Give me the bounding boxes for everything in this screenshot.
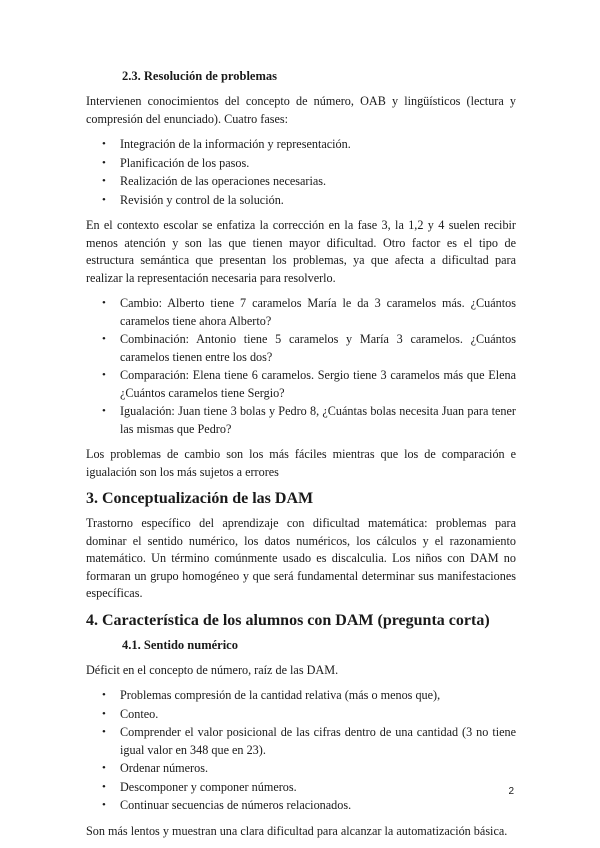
bullet-icon: • — [102, 156, 106, 169]
section-2-3-heading: 2.3. Resolución de problemas — [122, 69, 277, 83]
problem-types-list — [86, 295, 516, 438]
bullet-icon: • — [102, 175, 106, 187]
section-2-3-context: En el contexto escolar se enfatiza la corrección en la fase 3, la 1,2 y 4 suelen recibir menos atención y son las que tienen mayor dificultad. Otro factor es el tipo de estructura semántica que presentan los problemas, ya que afecta a dificultad para realizar la representación necesaria para resolverlo. — [86, 218, 516, 285]
bullet-icon: • — [102, 726, 106, 738]
list-item: • Realización de las operaciones necesarias. — [86, 173, 516, 191]
phases-list — [86, 136, 516, 209]
list-item: • Conteo. — [86, 706, 516, 724]
bullet-icon: • — [102, 762, 106, 774]
bullet-icon: • — [102, 689, 106, 701]
section-2-3-closing: Los problemas de cambio son los más fáciles mientras que los de comparación e igualación son los más sujetos a errores — [86, 447, 516, 479]
list-item: • Ordenar números. — [86, 760, 516, 778]
bullet-icon: • — [102, 780, 106, 793]
section-4-heading: 4. Característica de los alumnos con DAM (pregunta corta) — [86, 611, 490, 629]
list-item: • Descomponer y componer números. — [86, 779, 516, 797]
bullet-icon: • — [102, 333, 106, 345]
list-item: • Comparación: Elena tiene 6 caramelos. Sergio tiene 3 caramelos más que Elena ¿Cuántos caramelos tiene Sergio? — [102, 368, 516, 400]
page-content — [86, 68, 516, 848]
list-item: • Integración de la información y representación. — [86, 136, 516, 154]
section-3-body: Trastorno específico del aprendizaje con dificultad matemática: problemas para dominar el sentido numérico, los datos numéricos, los cálculos y el razonamiento matemático. Un término comúnmente usado es discalculia. Los niños con DAM no formaran un grupo homogéneo y que será fundamental determinar sus manifestaciones específicas. — [86, 516, 516, 600]
list-item: • Comprender el valor posicional de las cifras dentro de una cantidad (3 no tiene igual valor en 348 que en 23). — [102, 725, 516, 757]
bullet-icon: • — [102, 799, 106, 811]
list-item: • Planificación de los pasos. — [86, 155, 516, 173]
list-item: • Igualación: Juan tiene 3 bolas y Pedro 8, ¿Cuántas bolas necesita Juan para tener las mismas que Pedro? — [102, 404, 516, 436]
bullet-icon: • — [102, 369, 106, 381]
section-4-1-heading: 4.1. Sentido numérico — [122, 637, 238, 652]
bullet-icon: • — [102, 193, 106, 206]
section-2-3-intro: Intervienen conocimientos del concepto de número, OAB y lingüísticos (lectura y compresión del enunciado). Cuatro fases: — [86, 94, 516, 126]
section-4-1-closing: Son más lentos y muestran una clara dificultad para alcanzar la automatización básica. — [86, 823, 508, 838]
bullet-icon: • — [102, 138, 106, 150]
list-item: • Cambio: Alberto tiene 7 caramelos María le da 3 caramelos más. ¿Cuántos caramelos tiene ahora Alberto? — [102, 296, 516, 328]
bullet-icon: • — [102, 707, 106, 720]
section-3-heading: 3. Conceptualización de las DAM — [86, 490, 314, 507]
bullet-icon: • — [102, 405, 106, 417]
page-number: 2 — [508, 786, 514, 797]
list-item: • Continuar secuencias de números relacionados. — [86, 797, 516, 815]
number-sense-list — [86, 687, 516, 815]
section-4-1-intro: Déficit en el concepto de número, raíz de las DAM. — [86, 662, 339, 677]
list-item: • Revisión y control de la solución. — [86, 192, 516, 210]
list-item: • Combinación: Antonio tiene 5 caramelos y María 3 caramelos. ¿Cuántos caramelos tienen entre los dos? — [102, 332, 516, 364]
list-item: • Problemas compresión de la cantidad relativa (más o menos que), — [86, 687, 516, 705]
bullet-icon: • — [102, 297, 106, 309]
